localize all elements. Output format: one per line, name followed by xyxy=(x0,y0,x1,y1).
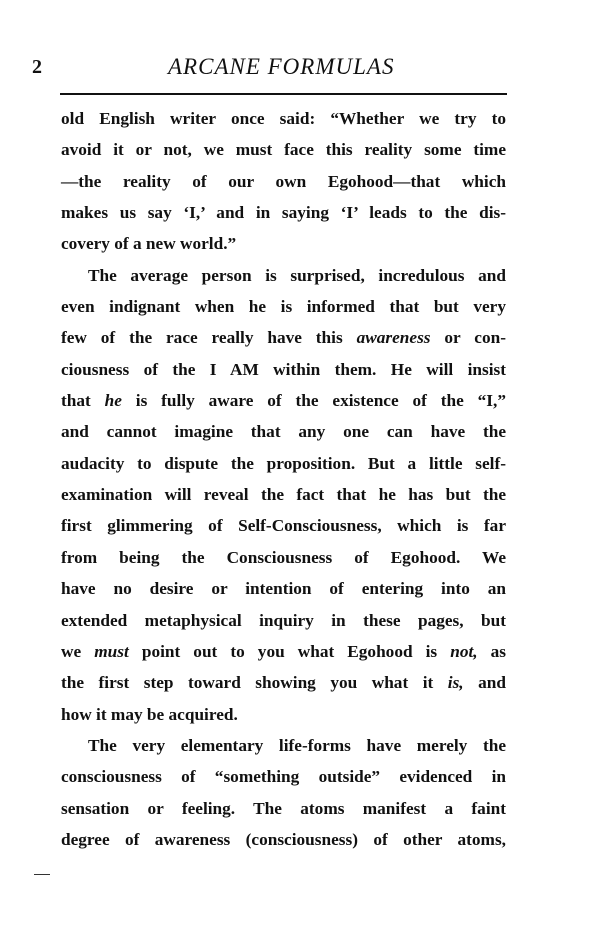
text-segment: avoid it or not, we must face this reality some time xyxy=(61,140,506,160)
text-segment: few of the race really have this xyxy=(61,328,357,348)
text-segment: have no desire or intention of entering into an xyxy=(61,579,506,599)
text-segment: covery of a new world.” xyxy=(61,234,237,254)
text-segment: first glimmering of Self-Consciousness, which is far xyxy=(61,516,506,536)
margin-mark xyxy=(34,874,50,875)
text-segment: and cannot imagine that any one can have the xyxy=(61,422,506,442)
italic-text: not, xyxy=(450,641,478,661)
text-segment: The average person is surprised, incredulous and xyxy=(88,265,506,285)
text-segment: audacity to dispute the proposition. But a little self- xyxy=(61,453,506,473)
text-line xyxy=(61,354,506,385)
text-segment: makes us say ‘I,’ and in saying ‘I’ leads to the dis- xyxy=(61,203,506,223)
text-segment: examination will reveal the fact that he has but the xyxy=(61,485,506,505)
text-line xyxy=(61,605,506,636)
text-line xyxy=(61,699,506,730)
text-segment: how it may be acquired. xyxy=(61,704,238,724)
text-segment: —the reality of our own Egohood—that which xyxy=(61,171,506,191)
text-line xyxy=(61,542,506,573)
paragraph xyxy=(61,730,506,855)
text-segment: from being the Consciousness of Egohood. We xyxy=(61,547,506,567)
text-line xyxy=(61,291,506,322)
text-line xyxy=(61,573,506,604)
running-title: ARCANE FORMULAS xyxy=(168,54,395,79)
text-segment: consciousness of “something outside” evidenced in xyxy=(61,767,506,787)
text-segment: the first step toward showing you what it xyxy=(61,673,448,693)
paragraph xyxy=(61,260,506,730)
text-line xyxy=(61,448,506,479)
text-segment: and xyxy=(463,673,507,693)
text-segment: old English writer once said: “Whether we try to xyxy=(61,109,506,128)
text-segment: we xyxy=(61,641,95,661)
text-line xyxy=(61,730,506,761)
text-segment: as xyxy=(477,641,506,661)
italic-text: awareness xyxy=(356,328,431,348)
text-line xyxy=(61,322,506,353)
text-line xyxy=(61,228,506,259)
text-line xyxy=(61,761,506,792)
text-line xyxy=(61,385,506,416)
page-number: 2 xyxy=(32,56,42,78)
text-segment: The very elementary life-forms have merely the xyxy=(88,735,506,755)
text-segment: extended metaphysical inquiry in these pages, but xyxy=(61,610,506,630)
text-line xyxy=(61,197,506,228)
text-segment: point out to you what Egohood is xyxy=(128,641,451,661)
text-line xyxy=(61,793,506,824)
text-line xyxy=(61,479,506,510)
text-line xyxy=(61,103,506,134)
text-line xyxy=(61,667,506,698)
text-segment: is fully aware of the existence of the “I,” xyxy=(121,391,506,411)
text-line xyxy=(61,824,506,855)
header-rule xyxy=(60,93,507,95)
text-line xyxy=(61,416,506,447)
text-segment: ciousness of the I AM within them. He will insist xyxy=(61,359,506,379)
italic-text: is, xyxy=(447,673,464,693)
text-segment: degree of awareness (consciousness) of other atoms, xyxy=(61,829,506,849)
text-line xyxy=(61,510,506,541)
body-text xyxy=(61,103,506,855)
text-line xyxy=(61,260,506,291)
italic-text: he xyxy=(104,391,122,411)
text-line xyxy=(61,166,506,197)
text-line xyxy=(61,134,506,165)
text-segment: sensation or feeling. The atoms manifest a faint xyxy=(61,798,506,818)
text-segment: that xyxy=(61,391,105,411)
text-segment: even indignant when he is informed that but very xyxy=(61,297,506,317)
text-line xyxy=(61,636,506,667)
italic-text: must xyxy=(94,641,129,661)
text-segment: or con- xyxy=(430,328,506,348)
paragraph xyxy=(61,103,506,260)
